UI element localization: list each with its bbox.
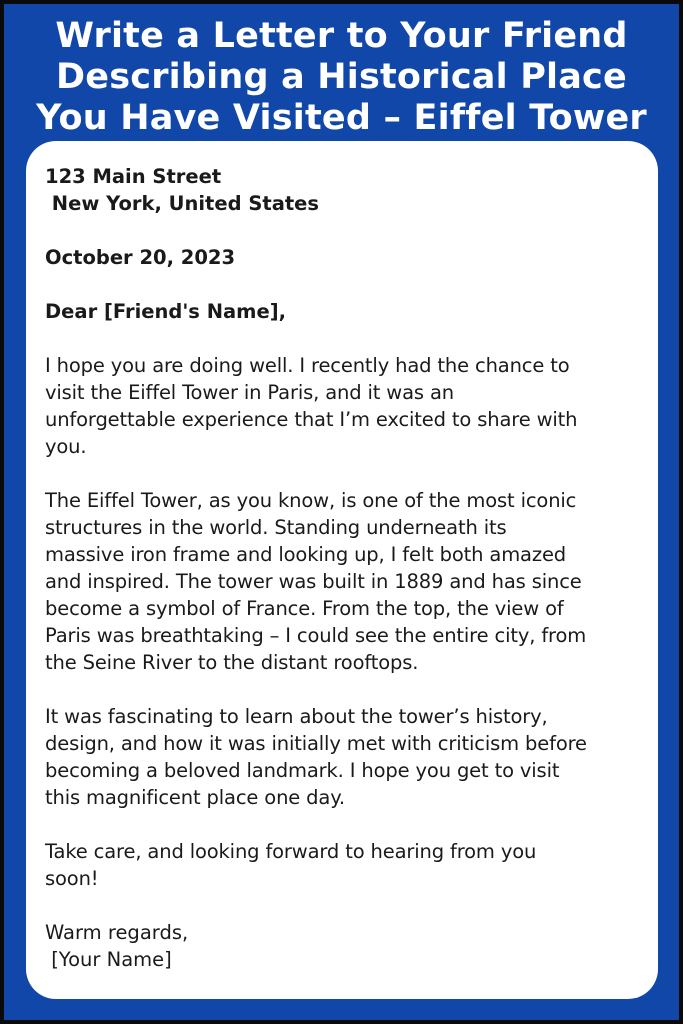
salutation: Dear [Friend's Name], [45,300,287,323]
title-line-3: You Have Visited – Eiffel Tower [36,98,647,138]
paragraph-1: I hope you are doing well. I recently had the chance to visit the Eiffel Tower in Paris, and it was an unforgettable experience that I’m excited to share with you. [45,354,578,458]
closing: Warm regards, [45,921,189,944]
spacer [45,676,638,703]
paragraph-4: Take care, and looking forward to hearing from you soon! [45,840,537,890]
title-line-1: Write a Letter to Your Friend [55,16,628,56]
address-line-2: New York, United States [45,192,320,215]
spacer [45,811,638,838]
signature: [Your Name] [45,948,172,971]
title-line-2: Describing a Historical Place [56,57,627,97]
paragraph-3: It was fascinating to learn about the tower’s history, design, and how it was initially met with criticism before becoming a beloved landmark. I hope you get to visit this magnificent place one day. [45,705,587,809]
paragraph-2: The Eiffel Tower, as you know, is one of the most iconic structures in the world. Standing underneath its massive iron frame and looking up, I felt both amazed and inspired. The tower was built in 1889 and has since become a symbol of France. From the top, the view of Paris was breathtaking – I could see the entire city, from the Seine River to the distant rooftops. [45,489,587,674]
spacer [45,460,638,487]
page-frame [4,4,679,1020]
page-title [4,16,679,139]
letter-date: October 20, 2023 [45,246,236,269]
spacer [45,892,638,919]
address-line-1: 123 Main Street [45,165,222,188]
letter-card [26,141,658,999]
spacer [45,217,638,244]
spacer [45,271,638,298]
spacer [45,325,638,352]
